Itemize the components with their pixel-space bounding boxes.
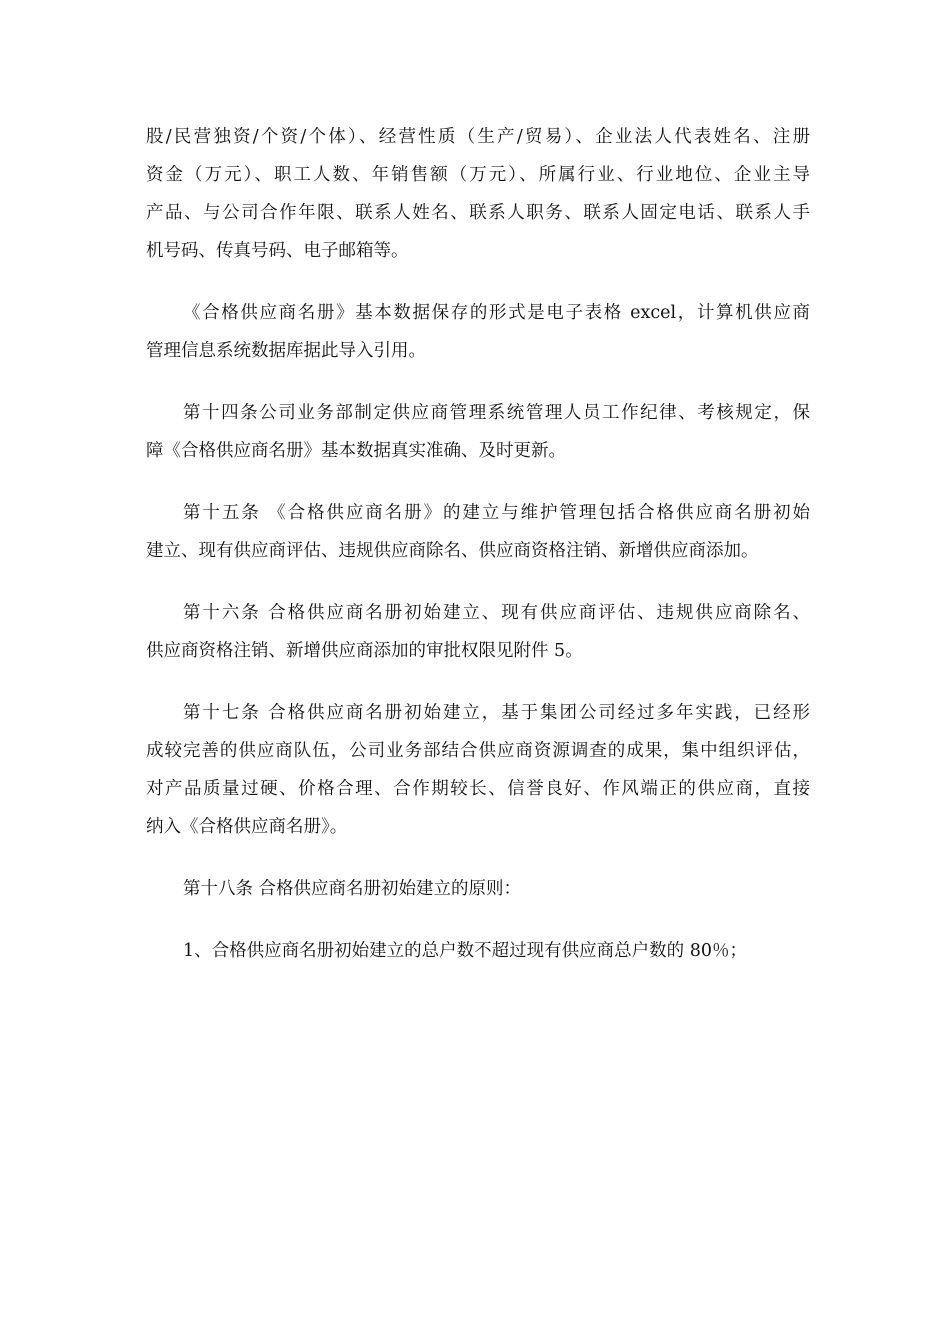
text-line: 管理信息系统数据库据此导入引用。 [146,341,426,361]
paragraph-article-17 [146,694,810,846]
text-line: 对产品质量过硬、价格合理、合作期较长、信誉良好、作风端正的供应商，直接 [146,779,810,799]
text-line: 机号码、传真号码、电子邮箱等。 [146,241,409,261]
text-line: 纳入《合格供应商名册》。 [146,817,348,837]
text-line: 产品、与公司合作年限、联系人姓名、联系人职务、联系人固定电话、联系人手 [146,203,810,223]
text-line: 供应商资格注销、新增供应商添加的审批权限见附件 5。 [146,641,583,661]
text-line: 股/民营独资/个资/个体）、经营性质（生产/贸易）、企业法人代表姓名、注册 [146,127,810,147]
paragraph-article-16 [146,594,810,670]
text-line: 建立、现有供应商评估、违规供应商除名、供应商资格注销、新增供应商添加。 [146,541,759,561]
paragraph-article-18 [146,870,810,908]
paragraph-supplier-fields [146,118,810,270]
text-line: 第十四条公司业务部制定供应商管理系统管理人员工作纪律、考核规定，保 [183,403,810,423]
text-line: 成较完善的供应商队伍，公司业务部结合供应商资源调查的成果，集中组织评估， [146,741,810,761]
document-body [146,118,810,994]
paragraph-article-14 [146,394,810,470]
paragraph-article-15 [146,494,810,570]
text-line: 第十七条 合格供应商名册初始建立，基于集团公司经过多年实践，已经形 [183,703,810,723]
paragraph-principle-1 [146,932,810,970]
text-line: 障《合格供应商名册》基本数据真实准确、及时更新。 [146,441,566,461]
text-line: 1、合格供应商名册初始建立的总户数不超过现有供应商总户数的 80％； [183,941,747,961]
text-line: 第十八条 合格供应商名册初始建立的原则： [183,879,522,899]
text-line: 第十五条 《合格供应商名册》的建立与维护管理包括合格供应商名册初始 [183,503,810,523]
text-line: 第十六条 合格供应商名册初始建立、现有供应商评估、违规供应商除名、 [183,603,810,623]
text-line: 《合格供应商名册》基本数据保存的形式是电子表格 excel，计算机供应商 [183,303,810,323]
paragraph-excel-storage [146,294,810,370]
text-line: 资金（万元）、职工人数、年销售额（万元）、所属行业、行业地位、企业主导 [146,165,810,185]
